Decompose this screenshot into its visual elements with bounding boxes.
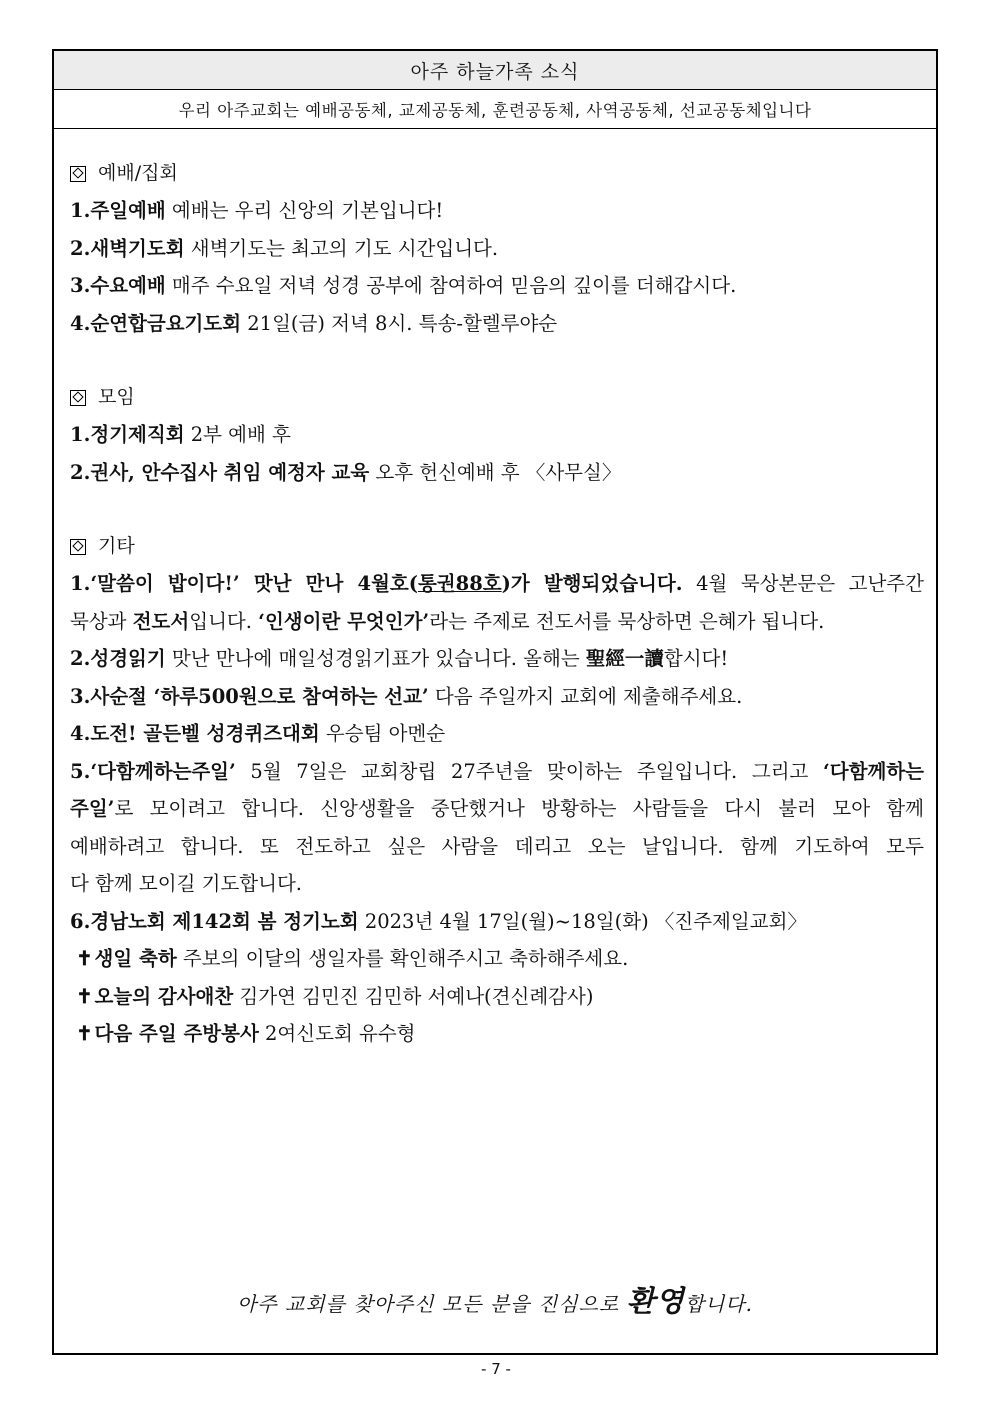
list-item [70, 903, 924, 941]
item-label: 6.경남노회 제142회 봄 정기노회 [70, 909, 359, 933]
item-label: 2.권사, 안수집사 취임 예정자 교육 [70, 460, 370, 484]
item-text: 예배하려고 합니다. 또 전도하고 싶은 사람을 데리고 오는 날입니다. 함께 기도하여 모두 [70, 834, 924, 858]
section-meetings [70, 379, 924, 491]
item-label: 2.성경읽기 [70, 647, 166, 670]
section-heading-text: 예배/집회 [98, 162, 178, 184]
section-heading [70, 155, 924, 192]
section-heading-text: 기타 [98, 535, 135, 557]
item-label: 생일 축하 [94, 947, 177, 970]
item-text: 묵상과 [70, 609, 133, 633]
item-label: 오늘의 감사애찬 [94, 984, 234, 1008]
item-text: 다음 주일까지 교회에 제출해주세요. [428, 684, 743, 708]
welcome-message [54, 1279, 936, 1320]
list-item [70, 454, 924, 492]
list-item-continuation [70, 790, 924, 828]
item-bold: 聖經一讀 [585, 647, 664, 670]
item-bold: ‘다함께하는 [823, 759, 924, 783]
cross-icon: ✝ [76, 947, 93, 970]
section-heading [70, 379, 924, 416]
section-heading-text: 모임 [98, 386, 135, 408]
item-text: 오후 헌신예배 후 〈사무실〉 [369, 460, 622, 484]
item-text: 입니다. [189, 609, 259, 633]
list-item [70, 978, 924, 1016]
page-number: - 7 - [481, 1360, 511, 1378]
list-item [70, 192, 924, 230]
item-bold: 전도서 [132, 609, 190, 633]
item-text: 맛난 만나에 매일성경읽기표가 있습니다. 올해는 [165, 647, 586, 670]
item-text: 매주 수요일 저녁 성경 공부에 참여하여 믿음의 깊이를 더해갑시다. [165, 274, 737, 297]
item-text: 5월 7일은 교회창립 27주년을 맞이하는 주일입니다. 그리고 [235, 759, 824, 783]
list-item [70, 267, 924, 305]
welcome-text-end: 합니다. [684, 1292, 753, 1316]
content-body [54, 129, 936, 1053]
list-item [70, 678, 924, 716]
item-text: 예배는 우리 신앙의 기본입니다! [165, 199, 444, 222]
section-worship [70, 155, 924, 342]
section-heading [70, 528, 924, 565]
page-title [54, 51, 936, 90]
list-item [70, 416, 924, 454]
item-bold: ‘인생이란 무엇인가’ [258, 609, 430, 633]
item-text: 새벽기도는 최고의 기도 시간입니다. [184, 236, 499, 260]
diamond-in-square-icon [70, 166, 86, 182]
diamond-in-square-icon [70, 539, 86, 555]
page-subtitle-text: 우리 아주교회는 예배공동체, 교제공동체, 훈련공동체, 사역공동체, 선교공동체입니다 [178, 101, 812, 120]
item-text: 로 모이려고 합니다. 신앙생활을 중단했거나 방황하는 사람들을 다시 불러 모아 함께 [114, 797, 924, 820]
section-etc [70, 528, 924, 1053]
list-item [70, 640, 924, 678]
welcome-emphasis: 환영 [626, 1284, 685, 1318]
item-label: 2.새벽기도회 [70, 236, 185, 260]
item-text: 김가연 김민진 김민하 서예나(견신례감사) [233, 984, 594, 1008]
list-item-continuation [70, 828, 924, 866]
item-label-underlined: 통권88호 [417, 572, 502, 595]
item-text: 라는 주제로 전도서를 묵상하면 은혜가 됩니다. [429, 609, 825, 633]
page-subtitle [54, 90, 936, 129]
item-text: 2부 예배 후 [184, 423, 291, 446]
list-item [70, 940, 924, 978]
item-text: 2023년 4월 17일(월)~18일(화) 〈진주제일교회〉 [358, 909, 807, 933]
list-item [70, 230, 924, 268]
list-item-continuation [70, 603, 924, 641]
list-item [70, 715, 924, 753]
list-item-continuation [70, 865, 924, 903]
welcome-text: 아주 교회를 찾아주신 모든 분을 진심으로 [237, 1292, 627, 1316]
item-text: 주보의 이달의 생일자를 확인해주시고 축하해주세요. [176, 947, 629, 970]
list-item [70, 305, 924, 343]
item-label: 1.‘말씀이 밥이다!’ 맛난 만나 4월호( [70, 572, 418, 595]
item-label: 3.사순절 ‘하루500원으로 참여하는 선교’ [70, 684, 429, 708]
page-title-text: 아주 하늘가족 소식 [410, 60, 580, 83]
item-label: 3.수요예배 [70, 274, 166, 297]
item-label: )가 발행되었습니다. [501, 572, 683, 595]
item-label: 1.정기제직회 [70, 423, 185, 446]
item-text: 4월 묵상본문은 고난주간 [682, 572, 924, 595]
item-text: 합시다! [663, 647, 729, 670]
list-item [70, 753, 924, 791]
bulletin-frame [52, 49, 938, 1355]
item-text: 2여신도회 유수형 [258, 1022, 416, 1045]
item-label: 다음 주일 주방봉사 [94, 1022, 259, 1045]
item-bold: 주일’ [70, 797, 115, 820]
item-text: 우승팀 아멘순 [319, 722, 446, 745]
item-text: 다 함께 모이길 기도합니다. [70, 872, 303, 895]
item-label: 1.주일예배 [70, 199, 166, 222]
item-text: 21일(금) 저녁 8시. 특송-할렐루야순 [241, 311, 558, 335]
item-label: 4.도전! 골든벨 성경퀴즈대회 [70, 722, 320, 745]
list-item [70, 565, 924, 603]
cross-icon: ✝ [76, 984, 93, 1008]
diamond-in-square-icon [70, 390, 86, 406]
cross-icon: ✝ [76, 1022, 93, 1045]
item-label: 5.‘다함께하는주일’ [70, 759, 236, 783]
list-item [70, 1015, 924, 1053]
item-label: 4.순연합금요기도회 [70, 311, 242, 335]
